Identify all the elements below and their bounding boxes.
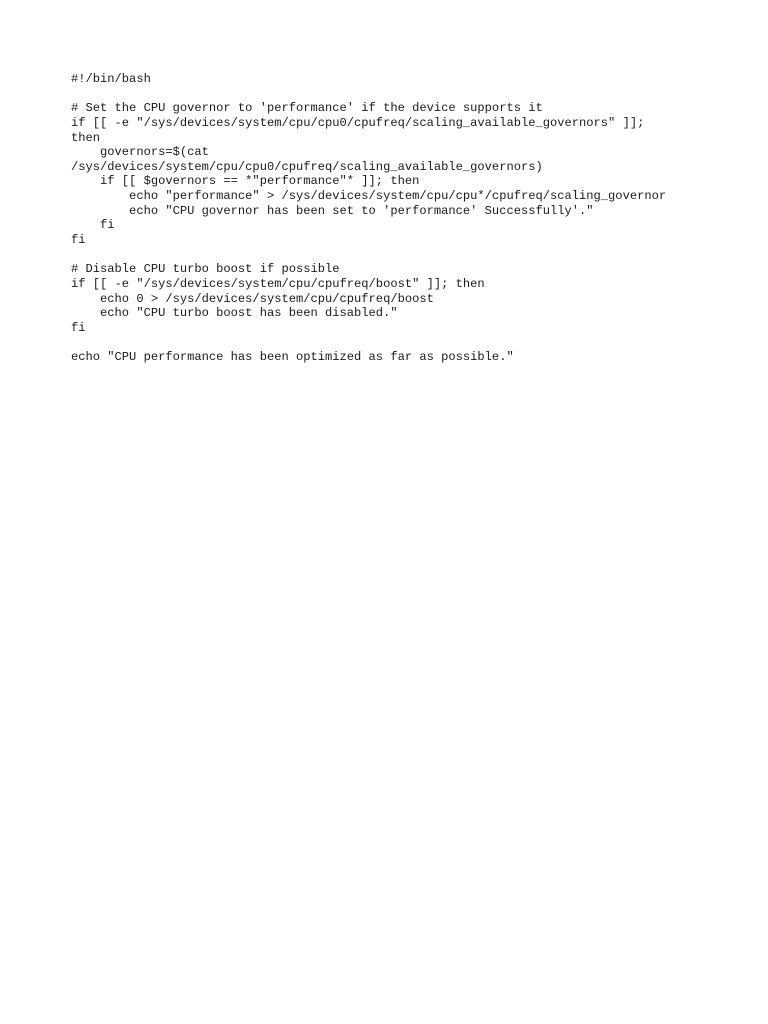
code-line-echo-zero: echo 0 > /sys/devices/system/cpu/cpufreq/boost: [71, 291, 434, 306]
code-line-fi-boost: fi: [71, 320, 86, 335]
script-text: [71, 72, 761, 365]
code-line-comment-turbo: # Disable CPU turbo boost if possible: [71, 262, 340, 277]
code-line-shebang: #!/bin/bash: [71, 72, 151, 86]
code-line-echo-disabled: echo "CPU turbo boost has been disabled.": [71, 306, 398, 321]
code-line-if-performance: if [[ $governors == *"performance"* ]]; then: [71, 174, 420, 189]
code-line-comment-governor: # Set the CPU governor to 'performance' if the device supports it: [71, 101, 543, 116]
code-line-echo-performance: echo "performance" > /sys/devices/system/cpu/cpu*/cpufreq/scaling_governor: [71, 189, 667, 204]
code-line-if-governors-exist: if [[ -e "/sys/devices/system/cpu/cpu0/cpufreq/scaling_available_governors" ]];: [71, 115, 645, 130]
code-line-fi-inner: fi: [71, 218, 115, 233]
code-line-fi-outer: fi: [71, 233, 86, 248]
code-line-echo-success: echo "CPU governor has been set to 'performance' Successfully'.": [71, 203, 594, 218]
code-line-echo-optimized: echo "CPU performance has been optimized as far as possible.": [71, 350, 514, 365]
code-line-blank: [71, 336, 761, 351]
code-line-blank: [71, 87, 761, 102]
code-line-governors-assign: governors=$(cat: [71, 145, 209, 160]
code-line-blank: [71, 248, 761, 263]
code-line-if-boost: if [[ -e "/sys/devices/system/cpu/cpufreq/boost" ]]; then: [71, 276, 485, 291]
code-line-then: then: [71, 130, 101, 145]
code-line-governors-path: /sys/devices/system/cpu/cpu0/cpufreq/scaling_available_governors): [71, 159, 543, 174]
